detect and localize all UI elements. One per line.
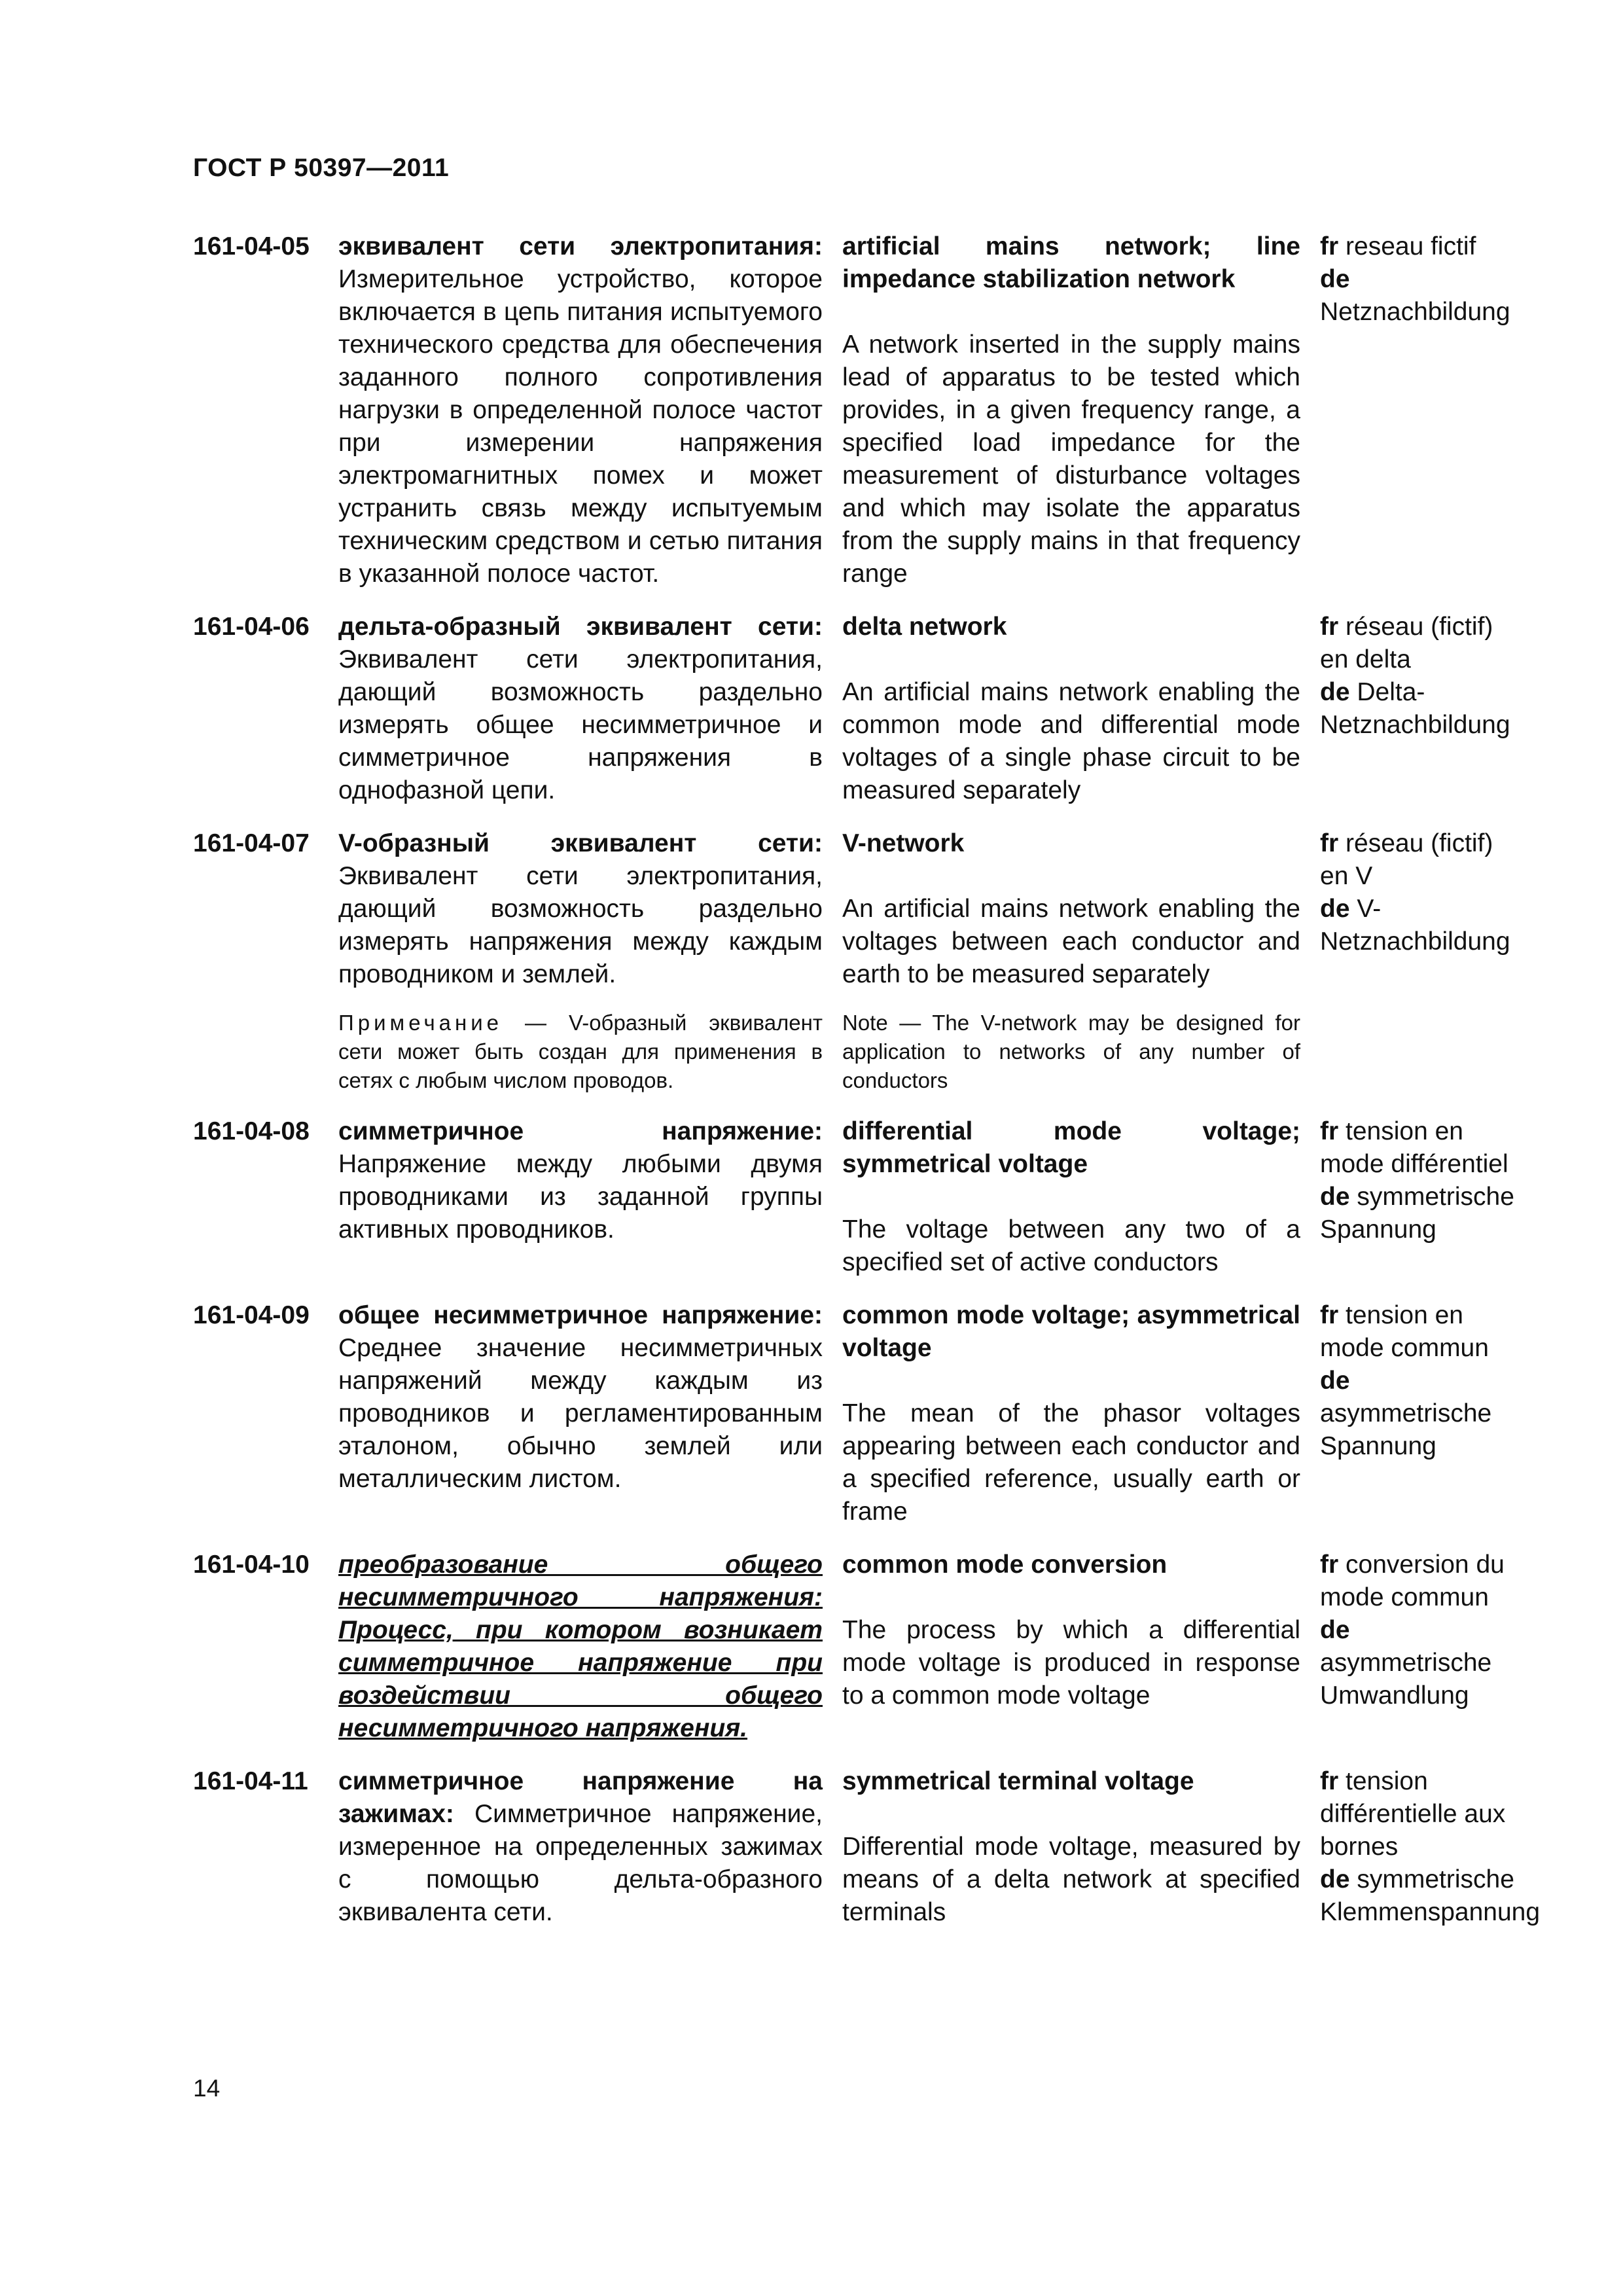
term-entry <box>193 611 1528 807</box>
term-number: 161-04-08 <box>193 1117 310 1145</box>
french-term: reseau fictif <box>1346 232 1476 260</box>
english-term: common mode voltage; asymmetrical voltage <box>842 1301 1300 1362</box>
german-term: V-Netznachbildung <box>1320 895 1510 956</box>
term-entry <box>193 827 1528 991</box>
english-definition: Differential mode voltage, measured by means of a delta network at specified terminals <box>842 1833 1300 1926</box>
french-translation <box>1320 230 1528 263</box>
german-translation <box>1320 1365 1528 1463</box>
english-definition: An artificial mains network enabling the common mode and differential mode voltages of a single phase circuit to be measured separately <box>842 678 1300 804</box>
russian-term-definition <box>338 1299 823 1528</box>
english-term: symmetrical terminal voltage <box>842 1767 1194 1795</box>
russian-term-definition <box>338 230 823 590</box>
translations <box>1320 1299 1528 1528</box>
translations <box>1320 1115 1528 1279</box>
english-definition: The voltage between any two of a specified set of active conductors <box>842 1215 1300 1276</box>
russian-definition: Среднее значение несимметричных напряжений между каждым из проводников и регламентированным эталоном, обычно землей или металлическим листом. <box>338 1334 823 1493</box>
english-term-definition <box>842 827 1300 991</box>
russian-note <box>338 1009 823 1095</box>
french-term: conversion du mode commun <box>1320 1551 1505 1611</box>
russian-term: дельта-образный эквивалент сети: <box>338 613 823 641</box>
russian-term: симметричное напряжение на зажимах: <box>338 1767 823 1828</box>
german-term: symmetrische Spannung <box>1320 1183 1514 1244</box>
french-translation <box>1320 1549 1528 1614</box>
german-label: de <box>1320 265 1350 293</box>
russian-note-text: — V-образный эквивалент сети может быть создан для применения в сетях с любым числом проводов. <box>338 1011 823 1092</box>
english-term: differential mode voltage; symmetrical voltage <box>842 1117 1300 1178</box>
russian-term-definition-underlined <box>338 1549 823 1745</box>
german-label: de <box>1320 895 1350 923</box>
russian-term: V-образный эквивалент сети: <box>338 829 823 857</box>
french-translation <box>1320 1765 1528 1863</box>
russian-term-definition <box>338 827 823 991</box>
german-translation <box>1320 1181 1528 1246</box>
french-translation <box>1320 611 1528 676</box>
english-term: delta network <box>842 613 1007 641</box>
french-translation <box>1320 827 1528 893</box>
french-label: fr <box>1320 829 1339 857</box>
french-label: fr <box>1320 1117 1339 1145</box>
german-translation <box>1320 1614 1528 1712</box>
german-term: symmetrische Klemmenspannung <box>1320 1865 1541 1926</box>
english-term-definition <box>842 1299 1300 1528</box>
german-translation <box>1320 676 1528 742</box>
english-definition: The process by which a differential mode voltage is produced in response to a common mode voltage <box>842 1616 1300 1710</box>
french-translation <box>1320 1299 1528 1365</box>
term-note <box>193 1009 1528 1095</box>
english-term-definition <box>842 1765 1300 1929</box>
french-label: fr <box>1320 1301 1339 1329</box>
translations <box>1320 827 1528 991</box>
russian-definition: Эквивалент сети электропитания, дающий возможность раздельно измерять общее несимметричное и симметричное напряжения в однофазной цепи. <box>338 645 823 804</box>
english-term: common mode conversion <box>842 1551 1168 1579</box>
french-translation <box>1320 1115 1528 1181</box>
russian-term-and-definition: преобразование общего несимметричного напряжения: Процесс, при котором возникает симметричное напряжение при воздействии общего несимметричного напряжения. <box>338 1551 823 1742</box>
english-term: artificial mains network; line impedance stabilization network <box>842 232 1300 293</box>
french-term: réseau (fictif) en delta <box>1320 613 1493 673</box>
german-term: Netznachbildung <box>1320 298 1510 326</box>
french-term: réseau (fictif) en V <box>1320 829 1493 890</box>
french-term: tension en mode commun <box>1320 1301 1489 1362</box>
term-number: 161-04-07 <box>193 829 310 857</box>
russian-definition: Измерительное устройство, которое включается в цепь питания испытуемого технического средства для обеспечения заданного полного сопротивления нагрузки в определенной полосе частот при измерении напряжения электромагнитных помех и может устранить связь между испытуемым техническим средством и сетью питания в указанной полосе частот. <box>338 265 823 588</box>
english-term: V-network <box>842 829 965 857</box>
german-label: de <box>1320 1616 1350 1644</box>
russian-definition: Напряжение между любыми двумя проводниками из заданной группы активных проводников. <box>338 1150 823 1244</box>
german-translation <box>1320 1863 1541 1929</box>
translations <box>1320 1765 1541 1929</box>
russian-definition: Симметричное напряжение, измеренное на определенных зажимах с помощью дельта-образного эквивалента сети. <box>338 1800 823 1926</box>
term-number: 161-04-06 <box>193 613 310 641</box>
russian-term: эквивалент сети электропитания: <box>338 232 823 260</box>
german-term: Delta-Netznachbildung <box>1320 678 1510 739</box>
term-entry <box>193 1299 1528 1528</box>
english-definition: A network inserted in the supply mains lead of apparatus to be tested which provides, in a given frequency range, a specified load impedance for the measurement of disturbance voltages and which may isolate the apparatus from the supply mains in that frequency range <box>842 331 1300 588</box>
english-term-definition <box>842 1549 1300 1745</box>
french-label: fr <box>1320 613 1339 641</box>
english-term-definition <box>842 611 1300 807</box>
german-translation <box>1320 263 1528 329</box>
german-term: asymmetrische Spannung <box>1320 1399 1492 1460</box>
english-definition: The mean of the phasor voltages appearing between each conductor and a specified reference, usually earth or frame <box>842 1399 1300 1526</box>
document-standard-id: ГОСТ Р 50397—2011 <box>193 154 450 182</box>
term-number: 161-04-10 <box>193 1551 310 1579</box>
translations <box>1320 1549 1528 1745</box>
term-number: 161-04-09 <box>193 1301 310 1329</box>
french-label: fr <box>1320 1551 1339 1579</box>
term-entry <box>193 1765 1541 1929</box>
russian-term-definition <box>338 1115 823 1279</box>
translations <box>1320 230 1528 590</box>
english-term-definition <box>842 1115 1300 1279</box>
terms-list <box>193 230 1541 1949</box>
french-term: tension différentielle aux bornes <box>1320 1767 1506 1861</box>
german-label: de <box>1320 1183 1350 1211</box>
russian-definition: Эквивалент сети электропитания, дающий возможность раздельно измерять напряжения между каждым проводником и землей. <box>338 862 823 988</box>
term-number: 161-04-11 <box>193 1767 308 1795</box>
french-term: tension en mode différentiel <box>1320 1117 1508 1178</box>
term-number: 161-04-05 <box>193 232 310 260</box>
english-definition: An artificial mains network enabling the voltages between each conductor and earth to be measured separately <box>842 895 1300 988</box>
french-label: fr <box>1320 232 1339 260</box>
german-label: de <box>1320 678 1350 706</box>
russian-term-definition <box>338 1765 823 1929</box>
translations <box>1320 611 1528 807</box>
english-term-definition <box>842 230 1300 590</box>
german-translation <box>1320 893 1528 958</box>
russian-note-label: Примечание <box>338 1011 503 1035</box>
term-entry <box>193 230 1528 590</box>
russian-term: симметричное напряжение: <box>338 1117 823 1145</box>
term-entry <box>193 1549 1528 1745</box>
german-label: de <box>1320 1367 1350 1395</box>
page-number: 14 <box>193 2075 221 2102</box>
german-term: asymmetrische Umwandlung <box>1320 1649 1492 1710</box>
french-label: fr <box>1320 1767 1339 1795</box>
russian-term: общее несимметричное напряжение: <box>338 1301 823 1329</box>
russian-term-definition <box>338 611 823 807</box>
english-note: Note — The V-network may be designed for application to networks of any number of conductors <box>842 1011 1300 1092</box>
german-label: de <box>1320 1865 1350 1893</box>
term-entry <box>193 1115 1528 1279</box>
